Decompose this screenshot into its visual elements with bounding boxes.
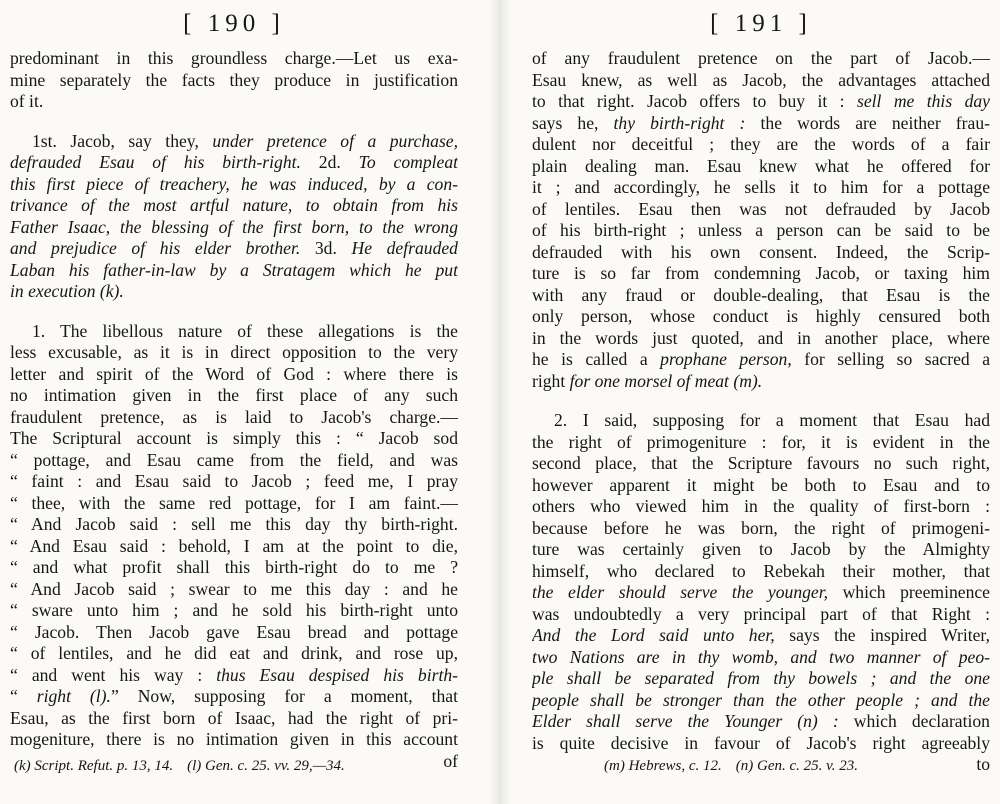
text-line: of it.	[10, 91, 44, 111]
text-line: 2. I said, supposing for a moment that Esau had	[554, 410, 990, 430]
text-line: fraudulent pretence, as is laid to Jacob's charge.—	[10, 406, 458, 427]
text-line: “ and what profit shall this birth-right do to me ?	[10, 557, 458, 577]
text-line: ple shall be separated from thy bowels ; and the one	[532, 668, 990, 688]
text-line: of his birth-right ; unless a person can be said to be	[532, 220, 990, 240]
text-line: Elder shall serve the Younger (n) : which declaration	[532, 711, 990, 731]
text-line: because before he was born, the right of primogeni-	[532, 517, 990, 538]
footnotes-left	[14, 758, 345, 775]
left-page	[0, 0, 488, 804]
text-line: second place, that the Scripture favours no such right,	[532, 453, 990, 473]
text-line: Father Isaac, the blessing of the first born, to the wrong	[10, 216, 458, 237]
paragraph	[532, 410, 990, 776]
text-line: was undoubtedly a very principal part of that Right :	[532, 603, 990, 624]
left-page-body	[10, 48, 458, 772]
text-line: “ of lentiles, and he did eat and drink, and rose up,	[10, 643, 458, 663]
text-line: “ thee, with the same red pottage, for I am faint.—	[10, 492, 458, 513]
text-line: mine separately the facts they produce in justification	[10, 69, 458, 90]
text-line: ture is so far from condemning Jacob, or taxing him	[532, 263, 990, 283]
text-line: plain dealing man. Esau knew what he offered for	[532, 155, 990, 176]
right-page-body	[532, 48, 990, 776]
text-line: right for one morsel of meat (m).	[532, 370, 763, 391]
text-line: letter and spirit of the Word of God : where there is	[10, 363, 458, 384]
text-line: two Nations are in thy womb, and two manner of peo-	[532, 646, 990, 667]
paragraph	[10, 48, 458, 113]
footnote-k: (k) Script. Refut. p. 13, 14.	[14, 758, 174, 774]
text-line: this first piece of treachery, he was induced, by a con-	[10, 173, 458, 194]
text-line: with any fraud or double-dealing, that Esau is the	[532, 284, 990, 305]
text-line: himself, who declared to Rebekah their mother, that	[532, 560, 990, 581]
text-line: the right of primogeniture : for, it is evident in the	[532, 431, 990, 452]
right-page	[512, 0, 1000, 804]
text-line: however apparent it might be both to Esau and to	[532, 474, 990, 495]
text-line: to that right. Jacob offers to buy it : sell me this day	[532, 91, 990, 111]
text-line: “ sware unto him ; and he sold his birth-right unto	[10, 600, 458, 620]
text-line: of lentiles. Esau then was not defrauded by Jacob	[532, 198, 990, 219]
text-line: in the words just quoted, and in another place, where	[532, 327, 990, 348]
text-line: 1. The libellous nature of these allegations is the	[32, 320, 458, 341]
book-gutter	[488, 0, 512, 804]
paragraph	[10, 131, 458, 303]
text-line: in execution (k).	[10, 281, 124, 301]
text-line: is quite decisive in favour of Jacob's right agreeably	[532, 732, 990, 753]
text-line: defrauded with his own consent. Indeed, the Scrip-	[532, 241, 990, 262]
text-line: Esau knew, as well as Jacob, the advantages attached	[532, 69, 990, 90]
paragraph	[532, 48, 990, 392]
text-line: “ And Jacob said : sell me this day thy birth-right.	[10, 514, 458, 534]
page-number-right: [ 191 ]	[710, 10, 812, 37]
text-line: “ right (l).” Now, supposing for a moment, that	[10, 686, 458, 706]
text-line: only person, whose conduct is highly censured both	[532, 306, 990, 326]
text-line: dulent nor deceitful ; they are the words of a fair	[532, 134, 990, 154]
text-line: he is called a prophane person, for selling so sacred a	[532, 349, 990, 369]
text-line: 1st. Jacob, say they, under pretence of a purchase,	[32, 130, 458, 151]
footnotes-right	[604, 758, 858, 775]
text-line: the elder should serve the younger, which preeminence	[532, 582, 990, 602]
text-line: less excusable, as it is in direct opposition to the very	[10, 342, 458, 362]
text-line: others who viewed him in the quality of first-born :	[532, 496, 990, 516]
text-line: says he, thy birth-right : the words are neither frau-	[532, 112, 990, 133]
text-line: “ Jacob. Then Jacob gave Esau bread and pottage	[10, 621, 458, 642]
text-line: “ and went his way : thus Esau despised his birth-	[10, 664, 458, 685]
footnote-m: (m) Hebrews, c. 12.	[604, 758, 722, 774]
text-line: Laban his father-in-law by a Stratagem which he put	[10, 259, 458, 280]
footnote-n: (n) Gen. c. 25. v. 23.	[735, 758, 858, 774]
footnote-l: (l) Gen. c. 25. vv. 29,—34.	[187, 758, 345, 774]
text-line: The Scriptural account is simply this : “ Jacob sod	[10, 428, 458, 448]
text-line: “ And Esau said : behold, I am at the point to die,	[10, 535, 458, 556]
text-line: it ; and accordingly, he sells it to him for a pottage	[532, 177, 990, 197]
text-line: of	[443, 750, 458, 771]
text-line: trivance of the most artful nature, to obtain from his	[10, 195, 458, 215]
text-line: of any fraudulent pretence on the part of Jacob.—	[532, 48, 990, 68]
page-number-left: [ 190 ]	[183, 10, 285, 37]
text-line: predominant in this groundless charge.—Let us exa-	[10, 48, 458, 68]
text-line: people shall be stronger than the other people ; and the	[532, 689, 990, 710]
text-line: “ pottage, and Esau came from the field, and was	[10, 449, 458, 470]
text-line: and prejudice of his elder brother. 3d. He defrauded	[10, 238, 458, 258]
paragraph	[10, 321, 458, 773]
text-line: And the Lord said unto her, says the inspired Writer,	[532, 625, 990, 645]
text-line: “ faint : and Esau said to Jacob ; feed me, I pray	[10, 471, 458, 491]
text-line: mogeniture, there is no intimation given in this account	[10, 729, 458, 749]
text-line: “ And Jacob said ; swear to me this day : and he	[10, 578, 458, 599]
text-line: no intimation given in the first place of any such	[10, 385, 458, 405]
text-line: ture was certainly given to Jacob by the Almighty	[532, 539, 990, 559]
text-line: to	[976, 754, 990, 774]
text-line: Esau, as the first born of Isaac, had the right of pri-	[10, 707, 458, 728]
text-line: defrauded Esau of his birth-right. 2d. To compleat	[10, 152, 458, 172]
